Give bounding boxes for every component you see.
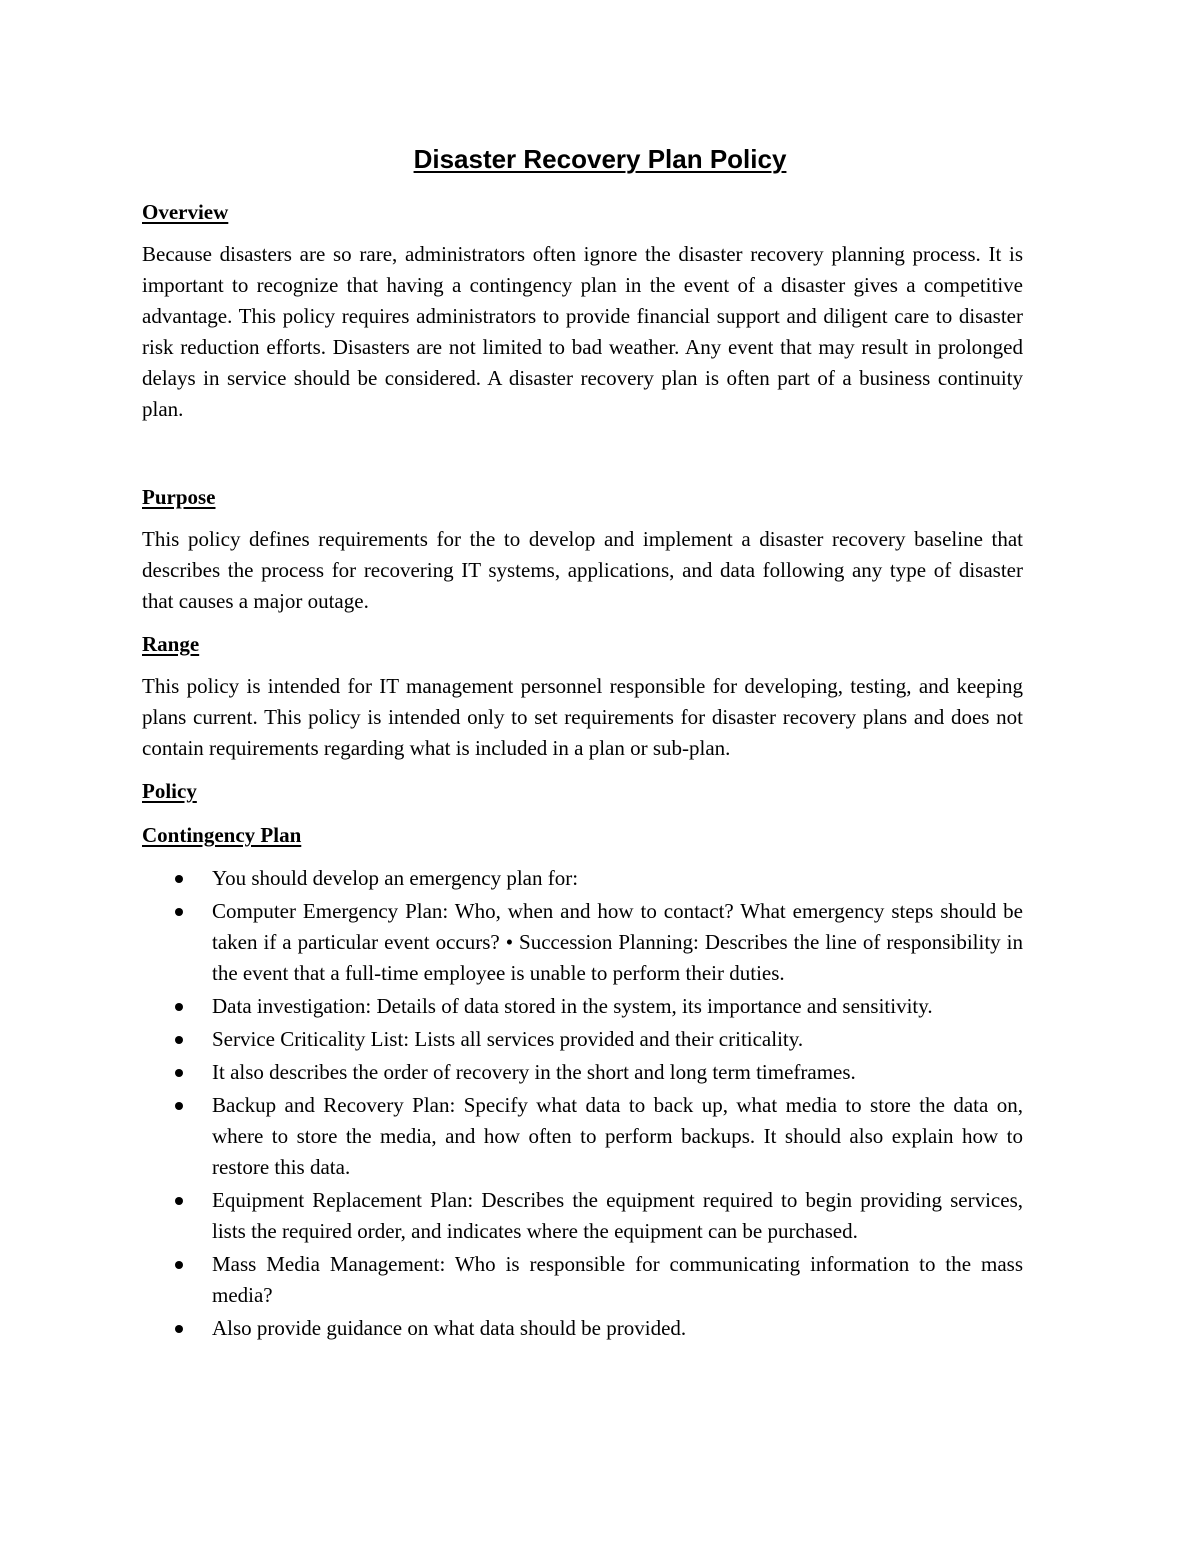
contingency-plan-heading: Contingency Plan [142,823,302,847]
purpose-paragraph: This policy defines requirements for the to develop and implement a disaster recovery baseline that describes the process for recovering IT systems, applications, and data following any type of disaster that causes a major outage. [142,527,1023,613]
list-item [142,1185,1023,1247]
bullet-icon [175,1102,183,1110]
bullet-icon [175,1197,183,1205]
list-item-text: Service Criticality List: Lists all services provided and their criticality. [212,1027,804,1051]
list-item-text: Also provide guidance on what data should be provided. [212,1316,687,1340]
list-item [142,1057,1023,1088]
list-item-text: Backup and Recovery Plan: Specify what data to back up, what media to store the data on, where to store the media, and how often to perform backups. It should also explain how to restore this data. [212,1093,1023,1179]
list-item [142,1313,1023,1344]
bullet-icon [175,908,183,916]
list-item-text: Equipment Replacement Plan: Describes the equipment required to begin providing services, lists the required order, and indicates where the equipment can be purchased. [212,1188,1023,1243]
bullet-icon [175,1261,183,1269]
list-item-text: You should develop an emergency plan for: [212,866,579,890]
list-item-text: Mass Media Management: Who is responsible for communicating information to the mass media? [212,1252,1023,1307]
list-item [142,863,1023,894]
overview-heading: Overview [142,200,229,224]
purpose-heading: Purpose [142,485,216,509]
list-item [142,1249,1023,1311]
bullet-icon [175,1325,183,1333]
bullet-icon [175,1069,183,1077]
list-item-text: Computer Emergency Plan: Who, when and how to contact? What emergency steps should be taken if a particular event occurs? • Succession Planning: Describes the line of responsibility in the event that a full-time employee is unable to perform their duties. [212,899,1023,985]
list-item [142,991,1023,1022]
list-item [142,1024,1023,1055]
list-item-text: Data investigation: Details of data stored in the system, its importance and sensitivity. [212,994,933,1018]
list-item [142,1090,1023,1183]
list-item-text: It also describes the order of recovery in the short and long term timeframes. [212,1060,856,1084]
list-item [142,896,1023,989]
range-heading: Range [142,632,200,656]
overview-paragraph: Because disasters are so rare, administrators often ignore the disaster recovery planning process. It is important to recognize that having a contingency plan in the event of a disaster gives a competitive advantage. This policy requires administrators to provide financial support and diligent care to disaster risk reduction efforts. Disasters are not limited to bad weather. Any event that may result in prolonged delays in service should be considered. A disaster recovery plan is often part of a business continuity plan. [142,242,1023,421]
document-title: Disaster Recovery Plan Policy [413,144,787,174]
range-paragraph: This policy is intended for IT management personnel responsible for developing, testing, and keeping plans current. This policy is intended only to set requirements for disaster recovery plans and does not contain requirements regarding what is included in a plan or sub-plan. [142,674,1023,760]
bullet-icon [175,875,183,883]
contingency-plan-list [142,863,1023,1346]
bullet-icon [175,1003,183,1011]
bullet-icon [175,1036,183,1044]
policy-heading: Policy [142,779,197,803]
